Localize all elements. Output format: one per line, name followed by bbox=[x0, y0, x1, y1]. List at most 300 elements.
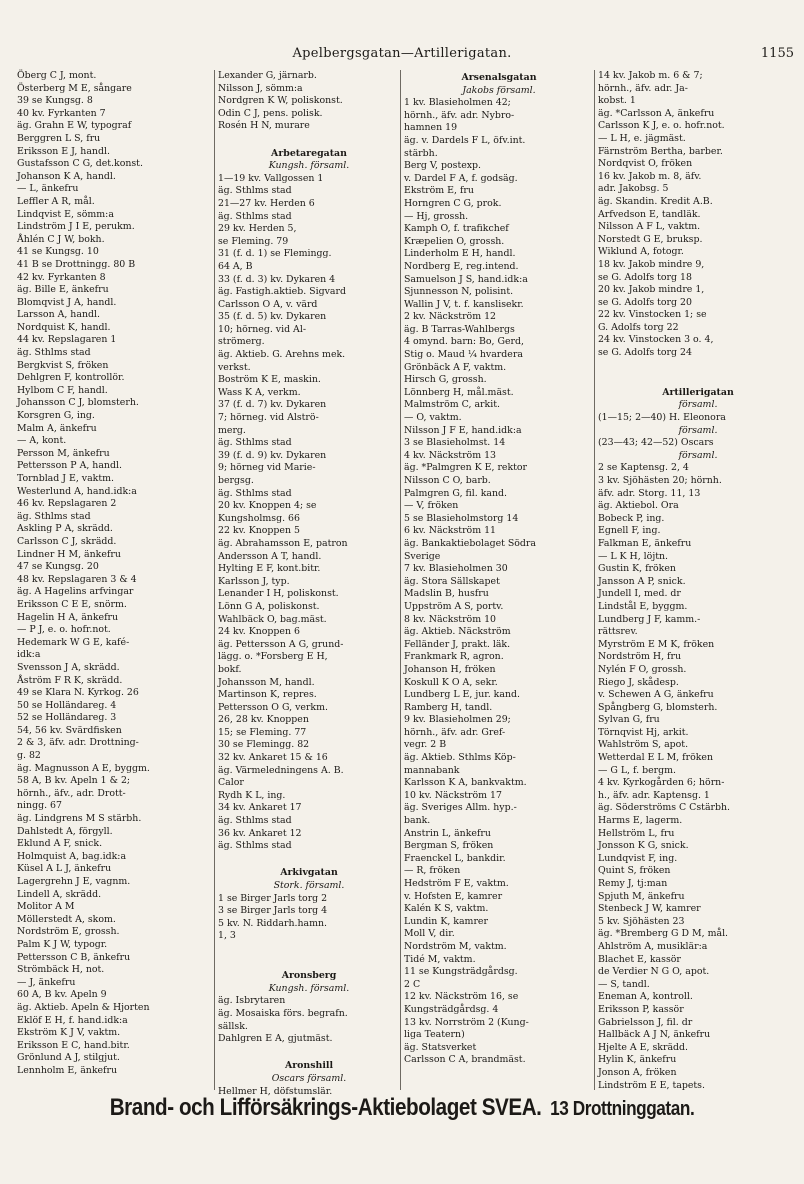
directory-entry: Martinson K, repres. bbox=[218, 689, 317, 701]
directory-entry: Malm A, änkefru bbox=[17, 422, 97, 434]
directory-entry: Egnell F, ing. bbox=[598, 525, 661, 537]
directory-entry: Lundin K, kamrer bbox=[404, 915, 488, 927]
directory-entry: 18 kv. Jakob mindre 9, bbox=[598, 258, 705, 270]
directory-entry: 1—19 kv. Vallgossen 1 bbox=[218, 172, 324, 184]
directory-entry: äg. A Hagelins arfvingar bbox=[17, 586, 134, 598]
directory-entry: Hjelte A E, skrädd. bbox=[598, 1041, 689, 1053]
directory-entry: Rosén H N, murare bbox=[218, 120, 310, 132]
directory-entry: äg. Aktieb. Näckström bbox=[404, 626, 511, 638]
directory-entry: mannabank bbox=[404, 764, 460, 776]
directory-entry: sällsk. bbox=[218, 1020, 248, 1032]
directory-entry: g. 82 bbox=[17, 750, 41, 762]
directory-entry: Nilsson J F E, hand.idk:a bbox=[404, 424, 522, 436]
directory-entry: — R, fröken bbox=[404, 865, 461, 877]
directory-entry: Wetterdal E L M, fröken bbox=[598, 752, 714, 764]
directory-entry: — P J, e. o. hofr.not. bbox=[17, 624, 111, 636]
directory-entry: 12 kv. Näckström 16, se bbox=[404, 991, 519, 1003]
directory-entry: 8 kv. Näckström 10 bbox=[404, 613, 496, 625]
directory-entry: liga Teatern) bbox=[404, 1029, 465, 1041]
directory-entry: 33 (f. d. 3) kv. Dykaren 4 bbox=[218, 273, 336, 285]
directory-entry: Calor bbox=[218, 777, 244, 789]
directory-entry: verkst. bbox=[218, 361, 251, 373]
directory-entry: Gabrielsson J, fil. dr bbox=[598, 1016, 693, 1028]
directory-entry: Lindell A, skrädd. bbox=[17, 888, 102, 900]
directory-entry: — S, tandl. bbox=[598, 978, 650, 990]
directory-entry: rättsrev. bbox=[598, 626, 638, 638]
advertiser-name: Brand- och Lifförsäkrings-Aktiebolaget SVEA. bbox=[109, 1094, 542, 1121]
directory-entry: Blomqvist J A, handl. bbox=[17, 296, 117, 308]
directory-entry: se G. Adolfs torg 20 bbox=[598, 296, 692, 308]
directory-entry: äg. Mosaiska förs. begrafn. bbox=[218, 1007, 348, 1019]
directory-entry: Uppström A S, portv. bbox=[404, 600, 504, 612]
directory-entry: 52 se Holländareg. 3 bbox=[17, 712, 117, 724]
directory-entry: äg. Aktiebol. Ora bbox=[598, 500, 679, 512]
street-heading: Aronshill bbox=[284, 1060, 334, 1072]
directory-entry: Molitor A M bbox=[17, 901, 75, 913]
directory-entry: hörnh., äfv., adr. Drott- bbox=[17, 787, 126, 799]
directory-entry: äg. Sthlms stad bbox=[218, 840, 292, 852]
directory-entry: äg. Sthlms stad bbox=[218, 437, 292, 449]
directory-entry: 2 & 3, äfv. adr. Drottning- bbox=[17, 737, 139, 749]
directory-entry bbox=[218, 1046, 400, 1059]
directory-entry: Carlsson O A, v. värd bbox=[218, 298, 318, 310]
directory-entry: 10; hörneg. vid Al- bbox=[218, 323, 306, 335]
directory-entry: Lönn G A, poliskonst. bbox=[218, 600, 320, 612]
directory-entry: Eriksson C E E, snörm. bbox=[17, 598, 127, 610]
directory-entry: 22 kv. Knoppen 5 bbox=[218, 525, 300, 537]
directory-entry: 4 omynd. barn: Bo, Gerd, bbox=[404, 336, 525, 348]
directory-entry: 29 kv. Herden 5, bbox=[218, 223, 297, 235]
directory-entry: 36 kv. Ankaret 12 bbox=[218, 827, 302, 839]
parish-line: Stork. församl. bbox=[273, 880, 345, 891]
directory-entry: 6 kv. Näckström 11 bbox=[404, 525, 496, 537]
directory-entry: äg. *Carlsson A, änkefru bbox=[598, 107, 715, 119]
directory-entry: Tornblad J E, vaktm. bbox=[17, 473, 115, 484]
directory-entry: Öberg C J, mont. bbox=[17, 70, 97, 81]
directory-entry: Hagelin H A, änkefru bbox=[17, 611, 119, 623]
directory-entry: Lundqvist F, ing. bbox=[598, 852, 678, 864]
directory-entry: Dehlgren F, kontrollör. bbox=[17, 372, 125, 384]
directory-entry: — O, vaktm. bbox=[404, 412, 462, 424]
directory-entry: Hylting E F, kont.bitr. bbox=[218, 563, 321, 575]
directory-entry: äg. *Palmgren K E, rektor bbox=[404, 462, 528, 474]
directory-entry: Korsgren G, ing. bbox=[17, 410, 95, 422]
directory-entry: 1 se Birger Jarls torg 2 bbox=[218, 892, 328, 904]
directory-entry: Holmquist A, bag.idk:a bbox=[17, 850, 127, 862]
parish-line: Kungsh. församl. bbox=[268, 982, 350, 994]
directory-entry: Lundberg J F, kamm.- bbox=[598, 613, 701, 625]
directory-entry: 3 se Birger Jarls torg 4 bbox=[218, 905, 328, 917]
directory-entry: bank. bbox=[404, 815, 431, 827]
parish-line: Oscars församl. bbox=[271, 1072, 347, 1084]
directory-entry: Jonsson K G, snick. bbox=[598, 840, 689, 852]
directory-entry: Lagergrehn J E, vagnm. bbox=[17, 876, 131, 887]
running-title: Apelbergsgatan—Artillerigatan. bbox=[292, 46, 512, 61]
directory-entry: Lönnberg H, mål.mäst. bbox=[404, 386, 514, 398]
directory-entry: stärbh. bbox=[404, 147, 438, 159]
directory-entry: 47 se Kungsg. 20 bbox=[17, 561, 99, 573]
directory-entry: Westerlund A, hand.idk:a bbox=[17, 485, 137, 497]
directory-entry: 31 (f. d. 1) se Flemingg. bbox=[218, 248, 332, 260]
directory-entry: Kungsträdgårdsg. 4 bbox=[404, 1003, 499, 1015]
directory-entry: Bobeck P, ing. bbox=[598, 512, 665, 524]
directory-entry: Ekström E, fru bbox=[404, 185, 474, 197]
directory-entry: — L H, e. jägmäst. bbox=[598, 132, 686, 144]
directory-entry bbox=[218, 956, 400, 969]
directory-entry: — V, fröken bbox=[404, 500, 459, 512]
directory-entry: Ramberg H, tandl. bbox=[404, 701, 493, 713]
directory-entry: äfv. adr. Storg. 11, 13 bbox=[598, 487, 701, 499]
directory-entry: hamnen 19 bbox=[404, 122, 458, 134]
directory-entry: de Verdier N G O, apot. bbox=[598, 966, 710, 978]
directory-entry: Kungsholmsg. 66 bbox=[218, 512, 300, 524]
directory-entry bbox=[598, 372, 798, 385]
directory-entry: äg. Söderströms C Cstärbh. bbox=[598, 802, 731, 814]
directory-entry: (23—43; 42—52) Oscars bbox=[598, 437, 714, 449]
directory-entry: 3 se Blasieholmst. 14 bbox=[404, 437, 506, 449]
directory-entry: Hellström L, fru bbox=[598, 827, 675, 839]
directory-entry: Ahlström A, musiklär:a bbox=[598, 940, 708, 952]
directory-entry: Carlsson K J, e. o. hofr.not. bbox=[598, 120, 725, 132]
directory-entry: 1, 3 bbox=[218, 930, 236, 942]
street-heading: Arbetaregatan bbox=[271, 147, 347, 159]
directory-entry: Stenbeck J W, kamrer bbox=[598, 903, 701, 915]
parish-line: församl. bbox=[678, 399, 718, 411]
directory-entry: 11 se Kungsträdgårdsg. bbox=[404, 966, 518, 978]
directory-entry bbox=[218, 853, 400, 866]
directory-entry: 2 se Kaptensg. 2, 4 bbox=[598, 462, 689, 474]
directory-entry: bergsg. bbox=[218, 475, 254, 486]
directory-entry: 7; hörneg. vid Alströ- bbox=[218, 412, 319, 424]
column-2 bbox=[214, 70, 400, 1097]
directory-entry: Horngren C G, prok. bbox=[404, 197, 502, 209]
directory-entry: 2 C bbox=[404, 978, 421, 990]
directory-entry: Lenander I H, poliskonst. bbox=[218, 588, 339, 600]
directory-entry: 34 kv. Ankaret 17 bbox=[218, 802, 302, 814]
directory-entry: 49 se Klara N. Kyrkog. 26 bbox=[17, 687, 139, 699]
directory-entry: 41 se Kungsg. 10 bbox=[17, 246, 99, 258]
parish-line: Jakobs församl. bbox=[462, 84, 536, 96]
directory-entry: Nilsson A F L, vaktm. bbox=[598, 221, 701, 233]
directory-entry: Pettersson C B, änkefru bbox=[17, 951, 131, 963]
directory-entry: äg. Skandin. Kredit A.B. bbox=[598, 195, 713, 207]
directory-entry: Johanson K A, handl. bbox=[17, 170, 116, 182]
directory-entry: Quint S, fröken bbox=[598, 865, 671, 877]
directory-entry: Lindner H M, änkefru bbox=[17, 548, 121, 560]
directory-entry: 20 kv. Knoppen 4; se bbox=[218, 500, 317, 512]
directory-entry: adr. Jakobsg. 5 bbox=[598, 183, 669, 195]
directory-entry: Eriksson E J, handl. bbox=[17, 145, 110, 157]
directory-entry: Nordgren K W, poliskonst. bbox=[218, 95, 343, 107]
directory-entry: 5 se Blasieholmstorg 14 bbox=[404, 512, 519, 524]
directory-entry: Hallbäck A J N, änkefru bbox=[598, 1029, 711, 1041]
page-header bbox=[0, 46, 804, 64]
directory-entry: 32 kv. Ankaret 15 & 16 bbox=[218, 752, 328, 764]
directory-entry: 42 kv. Fyrkanten 8 bbox=[17, 271, 106, 283]
directory-entry: (1—15; 2—40) H. Eleonora bbox=[598, 412, 726, 424]
directory-entry: 5 kv. N. Riddarh.hamn. bbox=[218, 917, 328, 929]
directory-entry: Hedemark W G E, kafé- bbox=[17, 636, 130, 648]
directory-entry: Eriksson P, kassör bbox=[598, 1003, 684, 1015]
directory-entry: se Fleming. 79 bbox=[218, 235, 289, 247]
directory-entry: äg. Aktieb. Apeln & Hjorten bbox=[17, 1001, 150, 1013]
directory-entry: 1 kv. Blasieholmen 42; bbox=[404, 97, 511, 109]
directory-entry: Lexander G, järnarb. bbox=[218, 70, 317, 81]
directory-entry: Nordström H, fru bbox=[598, 651, 682, 663]
directory-entry: Lindqvist E, sömm:a bbox=[17, 208, 114, 220]
directory-entry: Harms E, lagerm. bbox=[598, 815, 683, 827]
directory-entry: Stig o. Maud ¼ hvardera bbox=[404, 349, 523, 361]
directory-entry: v. Schewen A G, änkefru bbox=[598, 689, 714, 701]
directory-entry: Carlsson C J, skrädd. bbox=[17, 535, 117, 547]
directory-entry: Lundberg L E, jur. kand. bbox=[404, 689, 520, 701]
parish-line: församl. bbox=[678, 424, 718, 436]
directory-entry: 22 kv. Vinstocken 1; se bbox=[598, 309, 707, 321]
directory-entry: 46 kv. Repslagaren 2 bbox=[17, 498, 117, 510]
directory-entry: Johansson C J, blomsterh. bbox=[17, 397, 139, 409]
directory-entry: äg. Värmeledningens A. B. bbox=[218, 764, 344, 776]
directory-entry: Lennholm E, änkefru bbox=[17, 1064, 118, 1076]
directory-entry: Gustin K, fröken bbox=[598, 563, 676, 575]
street-heading: Arsenalsgatan bbox=[461, 72, 537, 83]
directory-entry: Hirsch G, grossh. bbox=[404, 374, 487, 386]
directory-entry: strömerg. bbox=[218, 336, 265, 348]
directory-entry: Norstedt G E, bruksp. bbox=[598, 233, 703, 245]
directory-entry: Gustafsson C G, det.konst. bbox=[17, 158, 143, 170]
directory-entry bbox=[218, 133, 400, 146]
directory-entry: 2 kv. Näckström 12 bbox=[404, 311, 496, 323]
directory-entry: äg. Stora Sällskapet bbox=[404, 575, 500, 587]
directory-entry: Pettersson P A, handl. bbox=[17, 460, 122, 472]
directory-entry: Malmström C, arkit. bbox=[404, 399, 500, 411]
directory-entry: — Hj, grossh. bbox=[404, 210, 469, 222]
directory-entry: äg. Sthlms stad bbox=[17, 510, 91, 522]
street-heading: Aronsberg bbox=[281, 970, 337, 982]
directory-entry: 20 kv. Jakob mindre 1, bbox=[598, 284, 705, 296]
directory-entry: 54, 56 kv. Svärdfisken bbox=[17, 724, 122, 736]
directory-entry: 40 kv. Fyrkanten 7 bbox=[17, 107, 106, 119]
directory-entry: 44 kv. Repslagaren 1 bbox=[17, 334, 117, 346]
directory-entry: se G. Adolfs torg 24 bbox=[598, 347, 692, 359]
directory-entry: Frankmark R, agron. bbox=[404, 651, 504, 663]
directory-entry: 64 A, B bbox=[218, 260, 253, 272]
directory-entry: Nordström E, grossh. bbox=[17, 926, 120, 938]
directory-entry: v. Dardel F A, f. godsäg. bbox=[404, 172, 518, 184]
directory-entry: hörnh., äfv. adr. Nybro- bbox=[404, 109, 515, 121]
directory-entry: Möllerstedt A, skom. bbox=[17, 913, 116, 925]
directory-entry: vegr. 2 B bbox=[404, 739, 447, 751]
directory-entry: Pettersson O G, verkm. bbox=[218, 701, 328, 713]
directory-entry: 37 (f. d. 7) kv. Dykaren bbox=[218, 399, 327, 411]
directory-entry: Tidé M, vaktm. bbox=[404, 953, 476, 965]
directory-entry: Lindstål E, byggm. bbox=[598, 600, 688, 612]
directory-entry: Samuelson J S, hand.idk:a bbox=[404, 273, 528, 285]
directory-entry: Åström F R K, skrädd. bbox=[17, 674, 123, 686]
directory-entry: — L K H, löjtn. bbox=[598, 550, 669, 562]
directory-entry: 21—27 kv. Herden 6 bbox=[218, 197, 315, 209]
directory-entry: Koskull K O A, sekr. bbox=[404, 676, 498, 688]
directory-entry: 4 kv. Kyrkogården 6; hörn- bbox=[598, 777, 725, 789]
directory-entry: Nordström M, vaktm. bbox=[404, 940, 507, 952]
directory-entry: Kræpelien O, grossh. bbox=[404, 235, 505, 247]
directory-entry: Johansson M, handl. bbox=[218, 676, 315, 688]
directory-entry: Wahlbäck O, bag.mäst. bbox=[218, 613, 327, 625]
directory-entry: äg. Fastigh.aktieb. Sigvard bbox=[218, 286, 346, 298]
directory-entry: Karlsson J, typ. bbox=[218, 575, 290, 587]
directory-entry: v. Hofsten E, kamrer bbox=[404, 890, 503, 902]
directory-entry: Karlsson K A, bankvaktm. bbox=[404, 777, 527, 789]
directory-entry: Felländer J, prakt. läk. bbox=[404, 638, 511, 650]
directory-entry: äg. Lindgrens M S stärbh. bbox=[17, 813, 142, 825]
directory-entry: Eneman A, kontroll. bbox=[598, 991, 693, 1003]
directory-entry: äg. Pettersson A G, grund- bbox=[218, 638, 344, 650]
directory-entry: Jansson A P, snick. bbox=[598, 575, 686, 587]
directory-entry: 24 kv. Vinstocken 3 o. 4, bbox=[598, 334, 714, 346]
directory-entry: Moll V, dir. bbox=[404, 928, 455, 940]
directory-entry: Sverige bbox=[404, 550, 441, 562]
column-4 bbox=[594, 70, 798, 1090]
directory-entry: hörnh., äfv. adr. Gref- bbox=[404, 726, 506, 738]
directory-entry: Österberg M E, sångare bbox=[17, 82, 132, 94]
directory-entry: Odin C J, pens. polisk. bbox=[218, 107, 323, 119]
directory-entry: 41 B se Drottningg. 80 B bbox=[17, 258, 136, 270]
directory-entry: Wallin J V, t. f. kanslisekr. bbox=[404, 298, 524, 310]
directory-entry: 14 kv. Jakob m. 6 & 7; bbox=[598, 70, 703, 81]
advertiser-address: 13 Drottninggatan. bbox=[550, 1098, 695, 1120]
directory-entry: idk:a bbox=[17, 649, 41, 661]
column-3 bbox=[400, 70, 594, 1090]
directory-entry: Wiklund A, fotogr. bbox=[598, 246, 684, 258]
directory-entry: Boström K E, maskin. bbox=[218, 374, 321, 386]
directory-entry: Nilsson C O, barb. bbox=[404, 475, 491, 486]
directory-entry: — G L, f. bergm. bbox=[598, 764, 677, 776]
directory-entry: 9; hörneg vid Marie- bbox=[218, 462, 316, 474]
directory-entry: Berggren L S, fru bbox=[17, 132, 101, 144]
directory-entry: Rydh K L, ing. bbox=[218, 789, 286, 801]
directory-entry: Eklöf E H, f. hand.idk:a bbox=[17, 1014, 128, 1026]
directory-entry: Wass K A, verkm. bbox=[218, 386, 301, 398]
column-1 bbox=[14, 70, 213, 1090]
directory-entry: äg. Magnusson A E, byggm. bbox=[17, 762, 150, 774]
directory-entry: se G. Adolfs torg 18 bbox=[598, 271, 692, 283]
directory-entry: äg. Sthlms stad bbox=[218, 815, 292, 827]
directory-entry: 4 kv. Näckström 13 bbox=[404, 449, 496, 461]
directory-entry: Askling P A, skrädd. bbox=[17, 523, 113, 535]
directory-entry: äg. Sthlms stad bbox=[17, 347, 91, 359]
directory-entry: Nordqvist O, fröken bbox=[598, 158, 693, 170]
directory-entry: lägg. o. *Forsberg E H, bbox=[218, 651, 328, 663]
directory-entry: Palmgren G, fil. kand. bbox=[404, 487, 508, 499]
directory-entry: Küsel A L J, änkefru bbox=[17, 863, 112, 875]
directory-entry: äg. v. Dardels F L, öfv.int. bbox=[404, 134, 526, 146]
directory-entry: 13 kv. Norrström 2 (Kung- bbox=[404, 1016, 529, 1028]
directory-entry: Anstrin L, änkefru bbox=[404, 827, 491, 839]
directory-entry bbox=[218, 943, 400, 956]
directory-entry: — A, kont. bbox=[17, 435, 67, 447]
directory-entry: 35 (f. d. 5) kv. Dykaren bbox=[218, 311, 327, 323]
directory-entry: ningg. 67 bbox=[17, 800, 62, 812]
directory-entry: kobst. 1 bbox=[598, 95, 636, 107]
directory-entry: Kalén K S, vaktm. bbox=[404, 903, 489, 915]
directory-entry: Nordberg E, reg.intend. bbox=[404, 260, 519, 272]
directory-entry: — L, änkefru bbox=[17, 183, 79, 195]
directory-entry: bokf. bbox=[218, 663, 242, 675]
directory-entry: Leffler A R, mål. bbox=[17, 195, 95, 207]
directory-entry: Kamph O, f. trafikchef bbox=[404, 223, 509, 235]
directory-entry: Myrström E M K, fröken bbox=[598, 638, 715, 650]
directory-entry: Lindström J I E, perukm. bbox=[17, 221, 135, 233]
directory-entry: äg. Bille E, änkefru bbox=[17, 284, 109, 296]
directory-entry: äg. *Bremberg G D M, mål. bbox=[598, 928, 729, 940]
directory-entry: äg. Grahn E W, typograf bbox=[17, 120, 132, 132]
directory-entry: 24 kv. Knoppen 6 bbox=[218, 626, 300, 638]
directory-entry: Riego J, skådesp. bbox=[598, 676, 679, 688]
directory-entry: Bergman S, fröken bbox=[404, 840, 494, 852]
directory-entry: Törnqvist Hj, arkit. bbox=[598, 726, 689, 738]
directory-entry: äg. Aktieb. G. Arehns mek. bbox=[218, 349, 346, 361]
directory-entry: 50 se Holländareg. 4 bbox=[17, 699, 117, 711]
directory-entry: 10 kv. Näckström 17 bbox=[404, 789, 502, 801]
directory-entry: äg. Abrahamsson E, patron bbox=[218, 537, 348, 549]
directory-entry: 26, 28 kv. Knoppen bbox=[218, 714, 309, 726]
street-heading: Artillerigatan bbox=[662, 386, 734, 398]
directory-entry: merg. bbox=[218, 424, 246, 436]
parish-line: församl. bbox=[678, 449, 718, 461]
directory-entry: Strömbäck H, not. bbox=[17, 964, 105, 976]
directory-entry: Sylvan G, fru bbox=[598, 714, 660, 726]
directory-entry: Carlsson C A, brandmäst. bbox=[404, 1054, 526, 1066]
directory-entry: Hedström F E, vaktm. bbox=[404, 878, 509, 889]
directory-entry: Åhlén C J W, bokh. bbox=[17, 233, 105, 245]
directory-entry: 9 kv. Blasieholmen 29; bbox=[404, 714, 511, 726]
directory-entry: Dahlgren E A, gjutmäst. bbox=[218, 1033, 333, 1045]
directory-entry: Eriksson E C, hand.bitr. bbox=[17, 1039, 130, 1051]
directory-entry: G. Adolfs torg 22 bbox=[598, 321, 679, 333]
directory-entry: Dahlstedt A, förgyll. bbox=[17, 825, 113, 837]
directory-entry: Nylén F O, grossh. bbox=[598, 663, 687, 675]
directory-entry: Färnström Bertha, barber. bbox=[598, 145, 723, 157]
parish-line: Kungsh. församl. bbox=[268, 160, 350, 172]
directory-entry: 15; se Fleming. 77 bbox=[218, 726, 307, 738]
directory-entry: Madslin B, husfru bbox=[404, 588, 489, 600]
directory-entry bbox=[598, 360, 798, 373]
directory-entry: 48 kv. Repslagaren 3 & 4 bbox=[17, 573, 137, 585]
directory-entry: 5 kv. Sjöhästen 23 bbox=[598, 915, 685, 927]
directory-entry: Jundell I, med. dr bbox=[598, 588, 681, 600]
directory-entry: 58 A, B kv. Apeln 1 & 2; bbox=[17, 775, 131, 787]
directory-entry: — J, änkefru bbox=[17, 976, 76, 988]
directory-entry: Larsson A, handl. bbox=[17, 309, 100, 321]
directory-entry: 30 se Flemingg. 82 bbox=[218, 739, 310, 751]
directory-entry: äg. Sthlms stad bbox=[218, 210, 292, 222]
directory-entry: 7 kv. Blasieholmen 30 bbox=[404, 563, 508, 575]
directory-entry: Sjunnesson N, polisint. bbox=[404, 286, 514, 298]
directory-entry: Nordquist K, handl. bbox=[17, 321, 111, 333]
directory-entry: äg. Sthlms stad bbox=[218, 185, 292, 197]
directory-entry: Ekström K J V, vaktm. bbox=[17, 1027, 121, 1039]
directory-entry: Grönlund A J, stilgjut. bbox=[17, 1052, 120, 1064]
directory-entry: Hylbom C F, handl. bbox=[17, 384, 108, 396]
directory-entry: Remy J, tj:man bbox=[598, 878, 668, 889]
directory-entry: 60 A, B kv. Apeln 9 bbox=[17, 989, 107, 1001]
street-heading: Arkivgatan bbox=[280, 867, 338, 879]
directory-entry: Bergkvist S, fröken bbox=[17, 359, 109, 371]
directory-entry: Arfvedson E, tandläk. bbox=[598, 208, 701, 220]
directory-entry: Fraenckel L, bankdir. bbox=[404, 852, 506, 864]
directory-columns bbox=[14, 70, 798, 1097]
directory-entry: Eklund A F, snick. bbox=[17, 838, 103, 850]
directory-entry: äg. B Tarras-Wahlbergs bbox=[404, 323, 515, 335]
